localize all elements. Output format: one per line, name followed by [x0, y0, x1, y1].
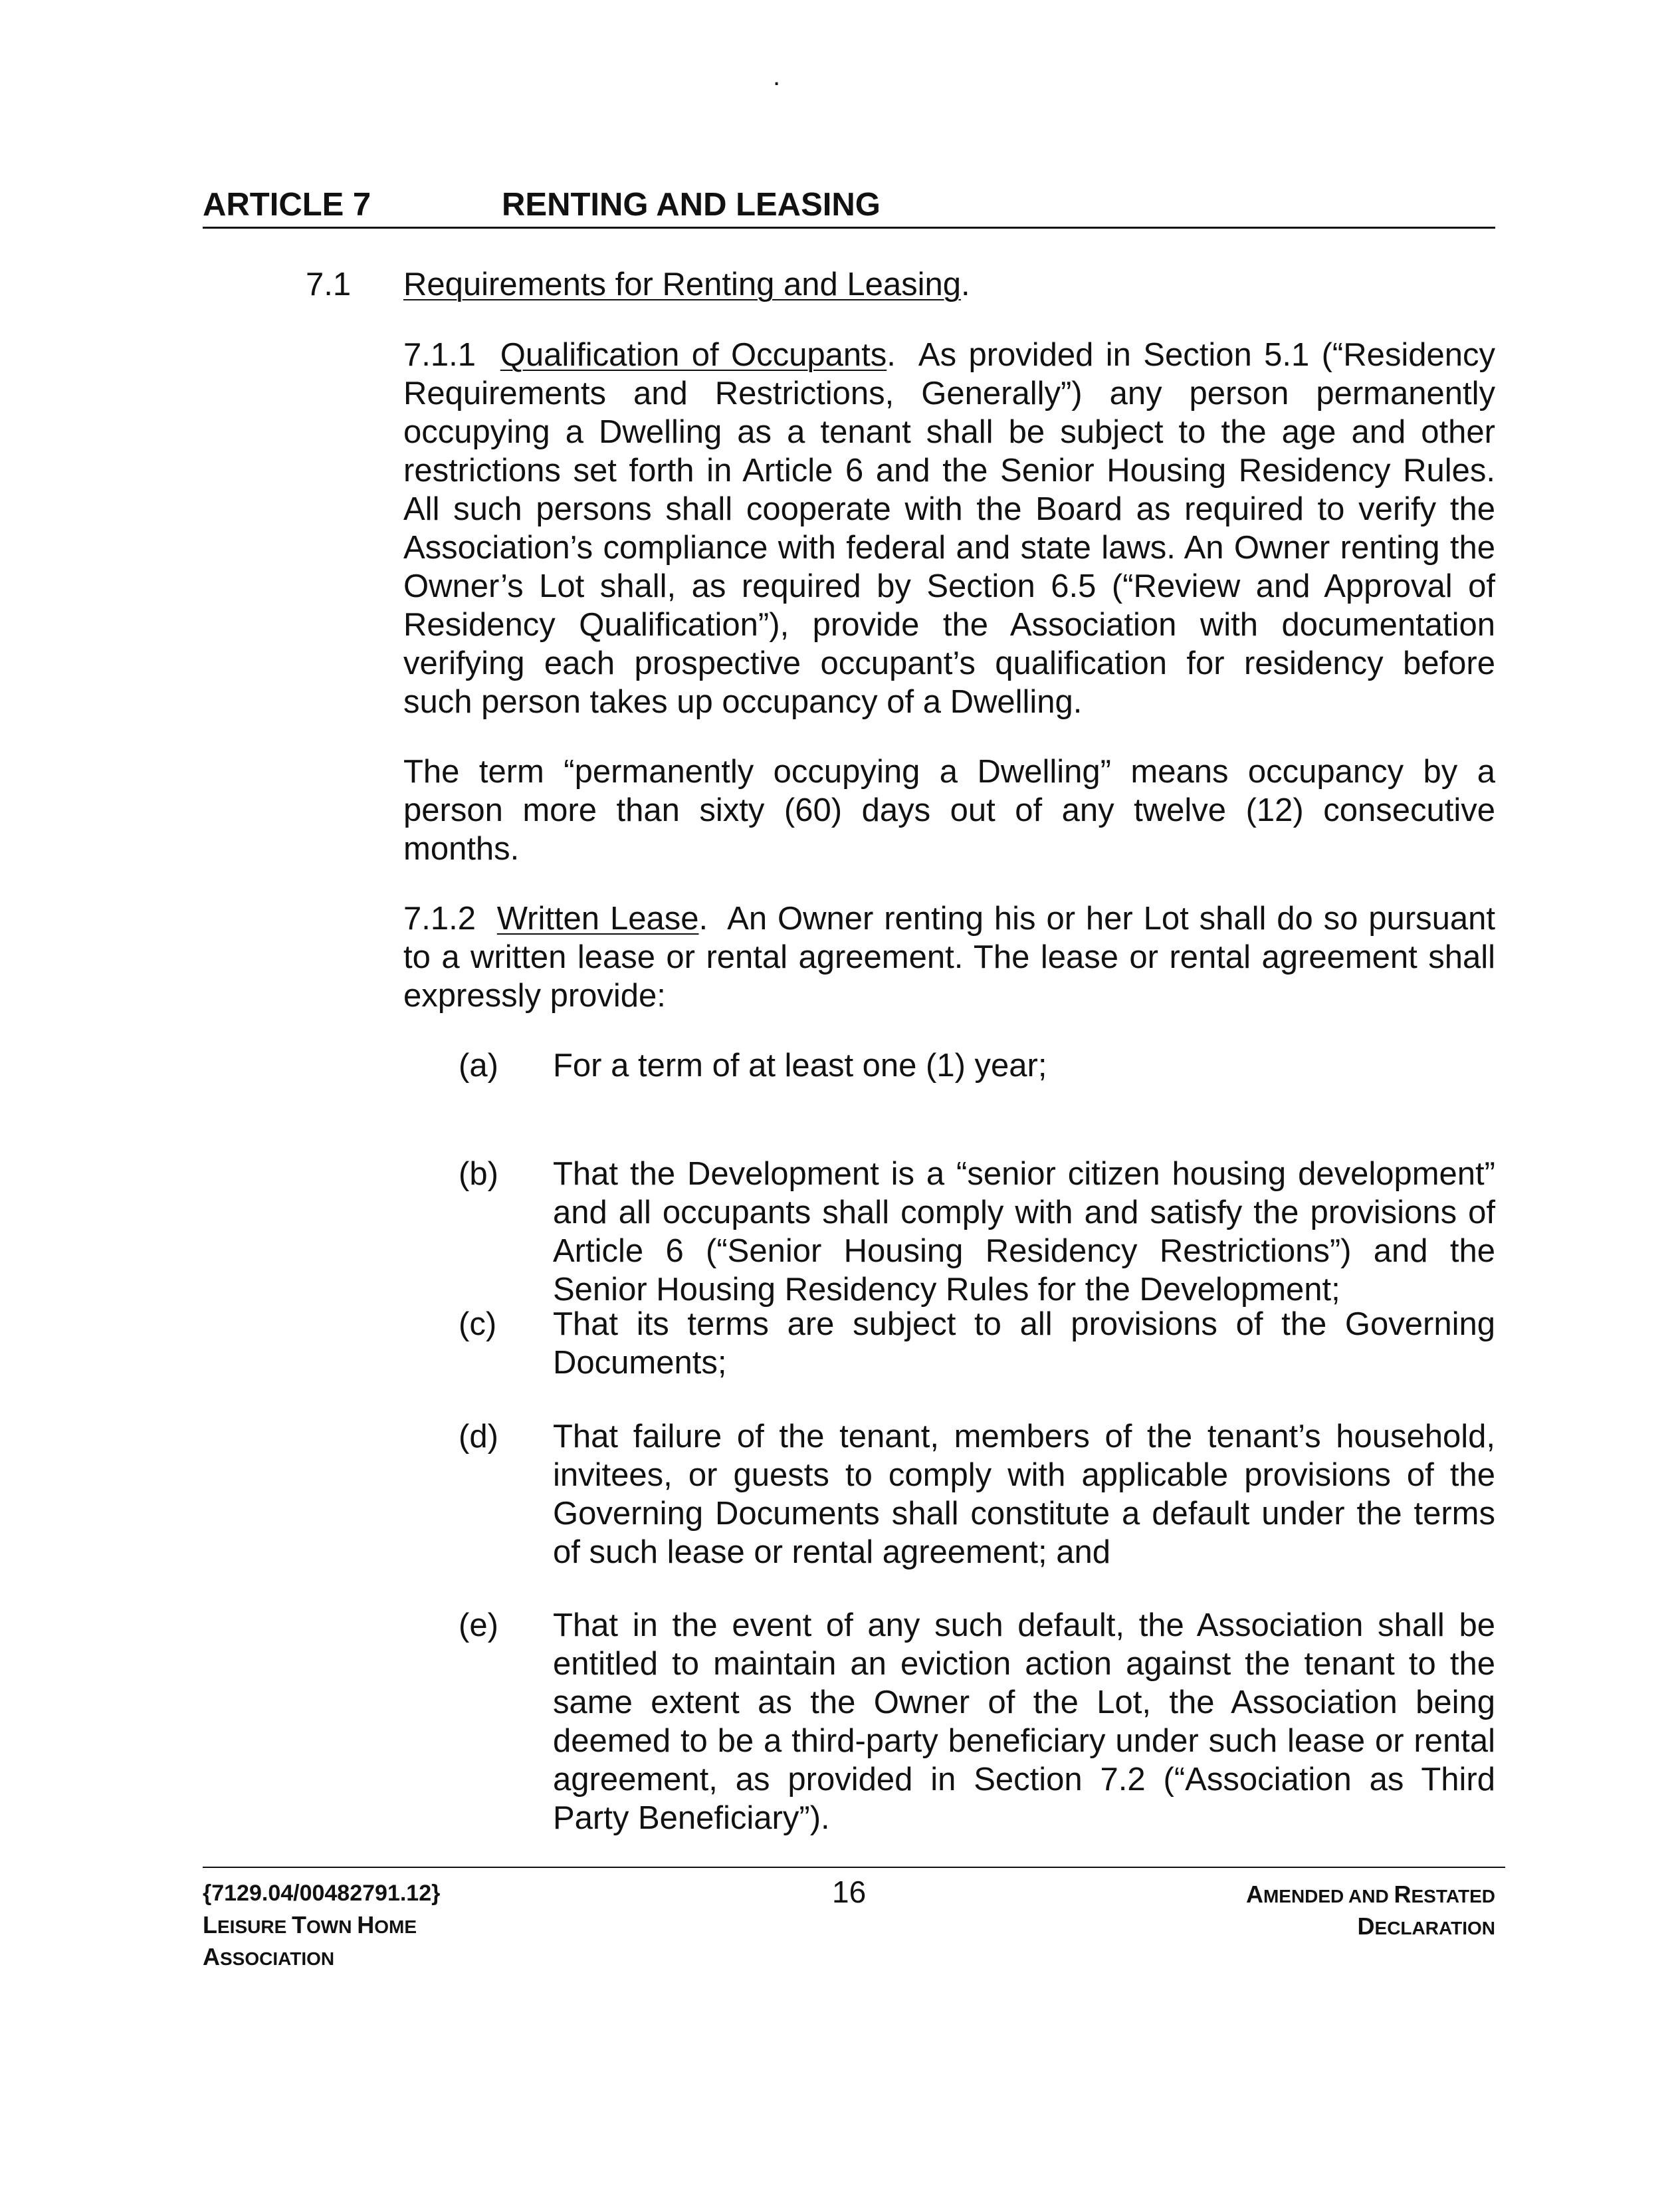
- section-heading: [403, 265, 970, 304]
- section-number: 7.1: [306, 267, 352, 302]
- subsection-7-1-1-number: 7.1.1: [403, 337, 476, 373]
- item-a-label: (a): [459, 1048, 498, 1084]
- stray-mark: .: [773, 62, 781, 91]
- subsection-7-1-2-title: Written Lease: [496, 901, 699, 937]
- item-d-label: (d): [459, 1419, 498, 1454]
- footer-doc-id: {7129.04/00482791.12}: [203, 1881, 441, 1906]
- page-number: 16: [832, 1875, 867, 1909]
- article-title: RENTING AND LEASING: [502, 187, 881, 223]
- section-title-end: .: [960, 267, 970, 302]
- footer-left-line1: LEISURE TOWN HOME: [203, 1911, 417, 1938]
- item-b-text: That the Development is a “senior citizen housing development” and all occupants shall comply with and satisfy the provisions of Article 6 (“Senior Housing Residency Restrictions”) and the Senior Housing Residency Rules for the Development;: [553, 1156, 1495, 1308]
- subsection-7-1-1: [403, 336, 1495, 721]
- section-title: Requirements for Renting and Leasing: [403, 267, 961, 302]
- subsection-7-1-2-title-end: .: [698, 901, 708, 937]
- footer-right-line1: AMENDED AND RESTATED: [1245, 1881, 1495, 1908]
- subsection-7-1-2-number: 7.1.2: [403, 901, 476, 937]
- item-a-text: For a term of at least one (1) year;: [553, 1048, 1047, 1084]
- footer-rule: [203, 1867, 1505, 1868]
- subsection-7-1-2: [403, 899, 1495, 1015]
- footer-right-line2: DECLARATION: [1357, 1912, 1495, 1940]
- article-number: ARTICLE 7: [203, 187, 371, 223]
- item-c-text: That its terms are subject to all provisions of the Governing Documents;: [553, 1306, 1495, 1381]
- item-e-label: (e): [459, 1607, 498, 1643]
- definition-paragraph: The term “permanently occupying a Dwelling” means occupancy by a person more than sixty (60) days out of any twelve (12) consecutive months.: [403, 754, 1495, 867]
- item-b-label: (b): [459, 1156, 498, 1192]
- item-d-text: That failure of the tenant, members of the tenant’s household, invitees, or guests to comply with applicable provisions of the Governing Documents shall constitute a default under the terms of such lease or rental agreement; and: [553, 1419, 1495, 1570]
- header-rule: [203, 227, 1495, 229]
- footer-left-line2: ASSOCIATION: [203, 1943, 335, 1970]
- subsection-7-1-1-title-end: .: [887, 337, 896, 373]
- item-e-text: That in the event of any such default, the Association shall be entitled to maintain an eviction action against the tenant to the same extent as the Owner of the Lot, the Association being deemed to be a third-party beneficiary under such lease or rental agreement, as provided in Section 7.2 (“Association as Third Party Beneficiary”).: [553, 1607, 1495, 1836]
- subsection-7-1-1-title: Qualification of Occupants: [500, 337, 887, 373]
- item-c-label: (c): [459, 1306, 497, 1342]
- subsection-7-1-1-text: As provided in Section 5.1 (“Residency Requirements and Restrictions, Generally”) any person permanently occupying a Dwelling as a tenant shall be subject to the age and other restrictions set forth in Article 6 and the Senior Housing Residency Rules. All such persons shall cooperate with the Board as required to verify the Association’s compliance with federal and state laws. An Owner renting the Owner’s Lot shall, as required by Section 6.5 (“Review and Approval of Residency Qualification”), provide the Association with documentation verifying each prospective occupant’s qualification for residency before such person takes up occupancy of a Dwelling.: [403, 337, 1495, 720]
- subsection-7-1-2-text: An Owner renting his or her Lot shall do so pursuant to a written lease or rental agreement. The lease or rental agreement shall expressly provide:: [403, 901, 1495, 1014]
